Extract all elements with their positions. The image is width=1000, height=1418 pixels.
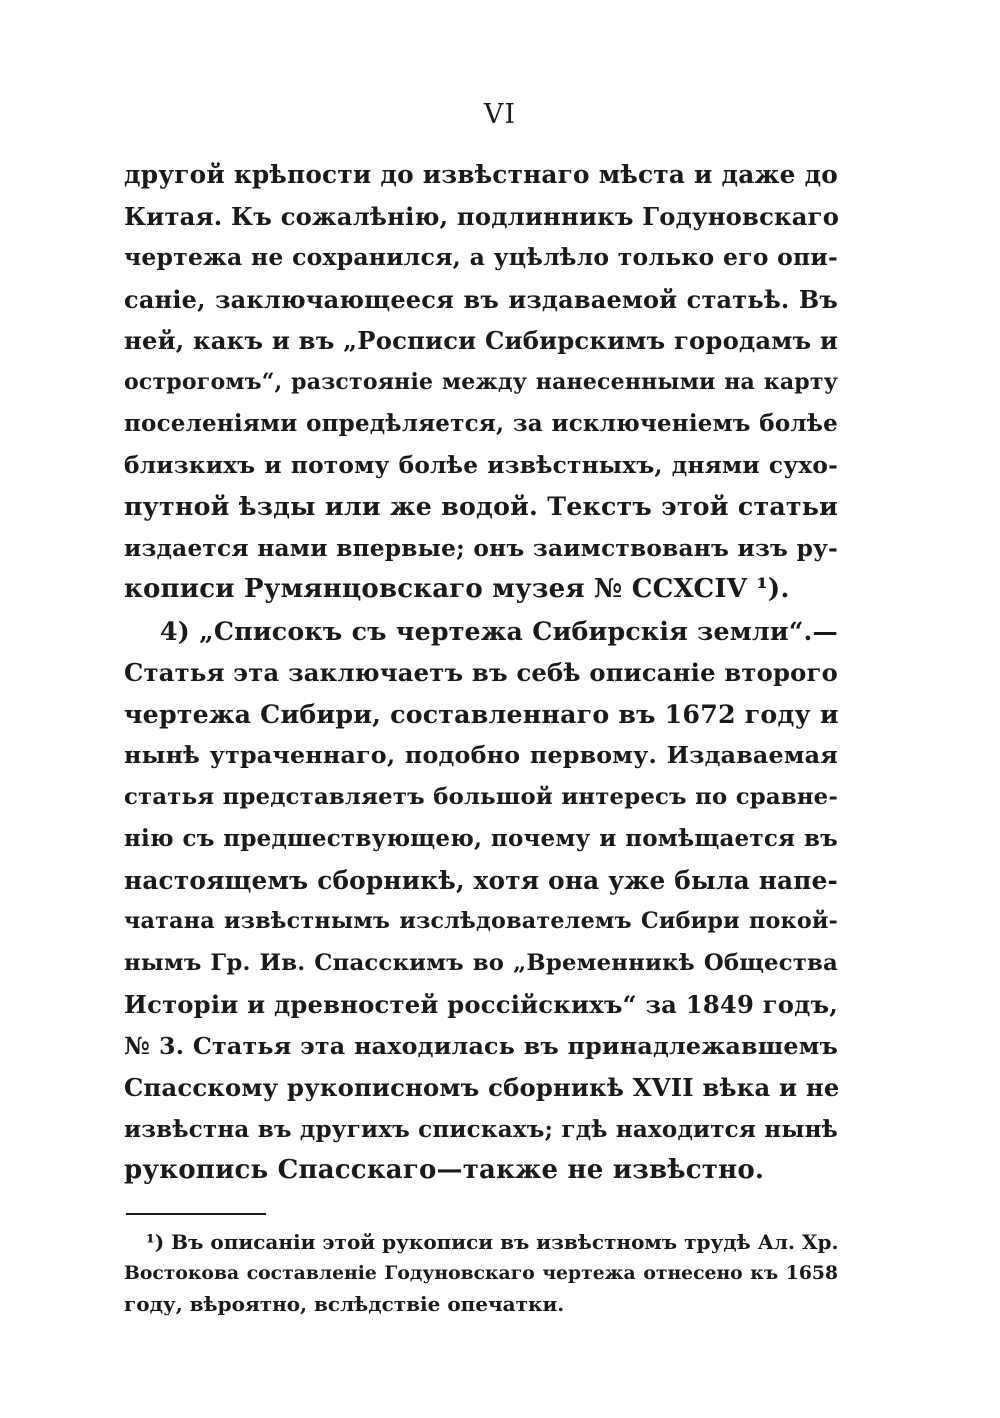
text-line: кописи Румянцовскаго музея № CCXCIV ¹).	[124, 574, 790, 604]
text-line: настоящемъ сборникѣ, хотя она уже была напе-	[124, 865, 838, 895]
text-line: нымъ Гр. Ив. Спасскимъ во „Временникѣ Общества	[124, 949, 838, 976]
text-line: извѣстна въ другихъ спискахъ; гдѣ находится нынѣ	[124, 1115, 838, 1143]
footnote	[124, 1227, 838, 1320]
text-line: нынѣ утраченнаго, подобно первому. Издаваемая	[124, 741, 838, 769]
body-text	[124, 154, 838, 1192]
footnote-line: Востокова составленіе Годуновскаго чертежа отнесено къ 1658	[124, 1262, 838, 1284]
text-line: другой крѣпости до извѣстнаго мѣста и даже до	[124, 160, 838, 189]
text-line: чертежа не сохранился, а уцѣлѣло только его опи-	[124, 243, 838, 271]
text-line: саніе, заключающееся въ издаваемой статьѣ. Въ	[124, 284, 838, 314]
text-line: чатана извѣстнымъ изслѣдователемъ Сибири покой-	[124, 908, 838, 934]
text-line: издается нами впервые; онъ заимствованъ изъ ру-	[124, 534, 838, 562]
text-line: № 3. Статья эта находилась въ принадлежавшемъ	[124, 1031, 838, 1060]
footnote-divider	[126, 1213, 266, 1215]
page-number: VI	[483, 99, 517, 130]
text-line: Статья эта заключаетъ въ себѣ описаніе второго	[124, 658, 838, 687]
text-line: ней, какъ и въ „Росписи Сибирскимъ городамъ и	[124, 326, 839, 355]
text-line: путной ѣзды или же водой. Текстъ этой статьи	[124, 491, 838, 521]
text-line: чертежа Сибири, составленнаго въ 1672 году и	[124, 698, 839, 729]
text-line: Спасскому рукописномъ сборникѣ XVII вѣка и не	[124, 1073, 840, 1102]
text-line: рукопись Спасскаго—также не извѣстно.	[124, 1155, 765, 1185]
text-line: статья представляетъ большой интересъ по сравне-	[124, 783, 838, 810]
text-line: поселеніями опредѣляется, за исключеніемъ болѣе	[124, 410, 838, 437]
footnote-line: ¹) Въ описаніи этой рукописи въ извѣстномъ трудѣ Ал. Хр.	[146, 1230, 839, 1254]
text-line: близкихъ и потому болѣе извѣстныхъ, днями сухо-	[124, 451, 838, 479]
text-line: острогомъ“, разстояніе между нанесенными на карту	[124, 368, 838, 395]
footnote-line: году, вѣроятно, вслѣдствіе опечатки.	[124, 1292, 565, 1316]
text-line: Исторіи и древностей россійскихъ“ за 1849 годъ,	[124, 990, 838, 1019]
text-line: нію съ предшествующею, почему и помѣщается въ	[124, 825, 838, 852]
text-line: 4) „Списокъ съ чертежа Сибирскія земли“.—	[160, 615, 838, 646]
text-line: Китая. Къ сожалѣнію, подлинникъ Годуновскаго	[124, 201, 840, 231]
